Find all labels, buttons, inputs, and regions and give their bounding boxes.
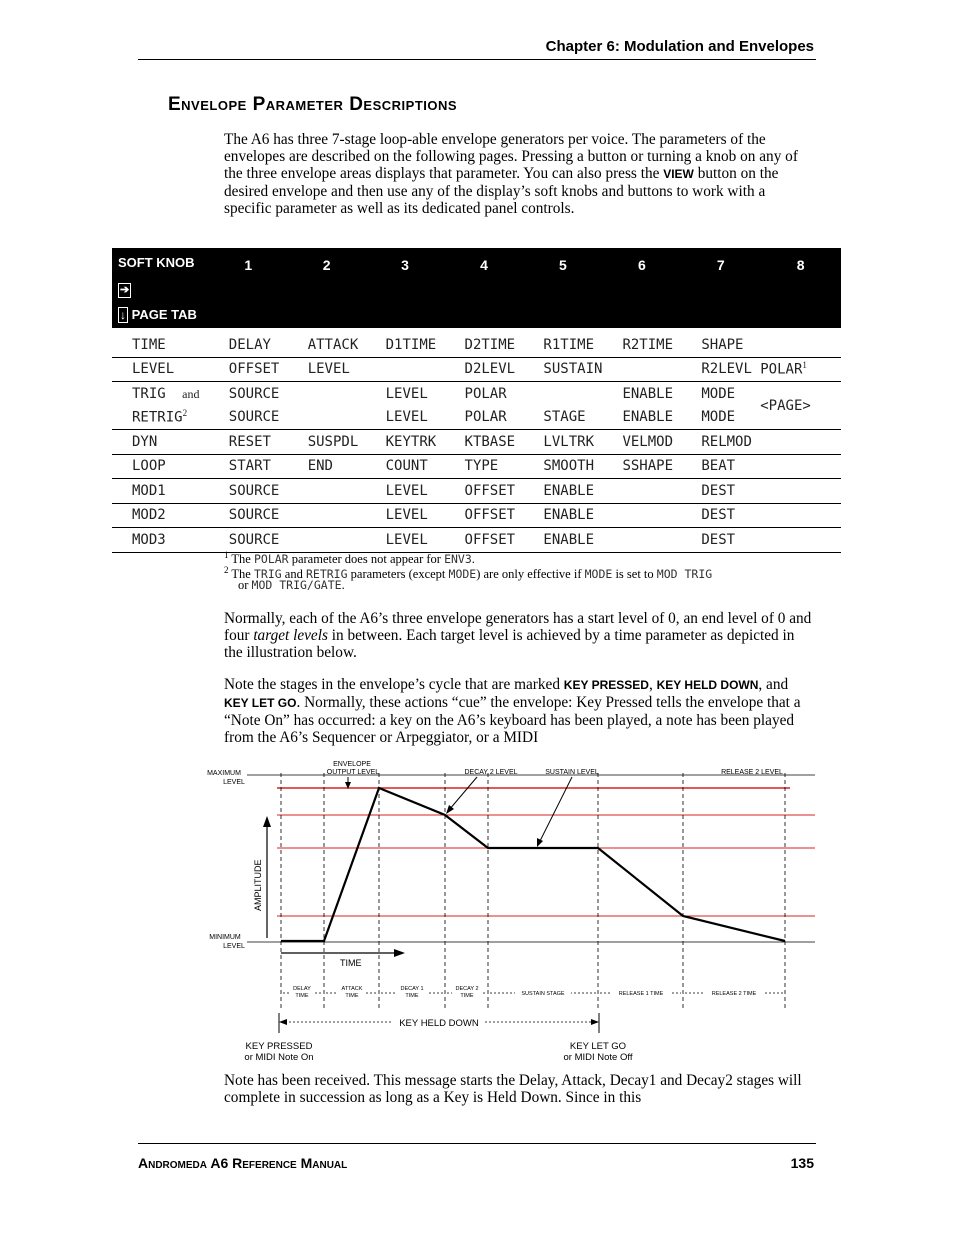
table-cell: DEST bbox=[681, 528, 760, 553]
key-pressed-diagram-label: KEY PRESSED bbox=[245, 1041, 313, 1052]
table-cell bbox=[602, 503, 681, 528]
header-rule bbox=[138, 59, 816, 60]
intro-text-1: The A6 has three 7-stage loop-able envelope generators per voice. The parameters of the envelopes are described on the following pages. Pressing a button or turning a knob on any of the three envelope areas displays that parameter. You can also press the bbox=[224, 131, 798, 182]
table-cell: SMOOTH bbox=[523, 454, 602, 479]
time-label: TIME bbox=[340, 958, 362, 968]
table-cell: R1TIME bbox=[523, 333, 602, 357]
table-row bbox=[112, 406, 841, 430]
table-header-row bbox=[112, 248, 841, 328]
levels-paragraph bbox=[224, 610, 816, 661]
table-row bbox=[112, 503, 841, 528]
footnote-mark: 1 bbox=[224, 550, 229, 560]
table-cell: MODE bbox=[681, 406, 760, 430]
table-cell: SOURCE bbox=[209, 503, 288, 528]
delay-time-label: DELAY bbox=[293, 986, 311, 992]
decay1-time-label: DECAY 1 bbox=[400, 986, 424, 992]
table-cell: LVLTRK bbox=[523, 430, 602, 455]
arrow-right-icon: ➔ bbox=[120, 284, 130, 296]
table-cell: LEVEL bbox=[366, 503, 445, 528]
stage-dividers bbox=[281, 773, 785, 1010]
table-cell bbox=[523, 382, 602, 406]
table-cell: OFFSET bbox=[445, 528, 524, 553]
column-header: 7 bbox=[716, 257, 725, 273]
page-tab-cell: MOD3 bbox=[112, 528, 209, 553]
section-title: Envelope Parameter Descriptions bbox=[168, 94, 458, 115]
footnote-code: MODE bbox=[584, 567, 613, 582]
table-row bbox=[112, 430, 841, 455]
paragraph-text: Normally, each of the A6’s three envelope generators has a start level of 0, an end level of 0 and four bbox=[224, 610, 812, 644]
release2-level-label: RELEASE 2 LEVEL bbox=[721, 769, 783, 776]
table-cell bbox=[602, 528, 681, 553]
table-cell: LEVEL bbox=[366, 479, 445, 504]
footnote-text: and bbox=[281, 567, 306, 582]
table-cell: ENABLE bbox=[523, 528, 602, 553]
table-cell: DEST bbox=[681, 503, 760, 528]
key-let-go-label: KEY LET GO bbox=[224, 696, 297, 710]
table-cell: DELAY bbox=[209, 333, 288, 357]
column-header: 5 bbox=[559, 257, 567, 273]
key-held-down-diagram-label: KEY HELD DOWN bbox=[399, 1018, 479, 1029]
envelope-curve bbox=[281, 788, 785, 941]
paragraph-text: , bbox=[648, 676, 657, 693]
table-cell: SOURCE bbox=[209, 528, 288, 553]
footnote-text: The bbox=[231, 552, 254, 567]
envelope-diagram bbox=[195, 755, 825, 1070]
footnote-code: RETRIG bbox=[305, 567, 348, 582]
table-cell: ATTACK bbox=[288, 333, 366, 357]
soft-knob-label: SOFT KNOB bbox=[118, 255, 195, 270]
env-output-label: OUTPUT LEVEL bbox=[326, 769, 380, 776]
page-tab-cell: LEVEL bbox=[112, 357, 209, 382]
table-cell: <PAGE> bbox=[760, 382, 841, 430]
table-row bbox=[112, 528, 841, 553]
footnote-code: MOD TRIG bbox=[656, 567, 713, 582]
footnote-text: ) are only effective if bbox=[476, 567, 585, 582]
key-pressed-diagram-label: or MIDI Note On bbox=[244, 1052, 314, 1063]
column-header: 2 bbox=[322, 257, 331, 273]
footnote-code: MOD TRIG/GATE bbox=[251, 578, 342, 592]
footnote-code: POLAR bbox=[253, 552, 289, 567]
table-cell: SOURCE bbox=[209, 406, 288, 430]
table-cell: COUNT bbox=[366, 454, 445, 479]
footnote-text: . bbox=[471, 552, 475, 567]
delay-time-label: TIME bbox=[295, 993, 309, 999]
column-header: 8 bbox=[796, 257, 805, 273]
footnote-code: ENV3 bbox=[444, 552, 472, 567]
pointer-arrow-icon bbox=[537, 838, 543, 847]
table-cell: VELMOD bbox=[602, 430, 681, 455]
page-tab-cell: TIME bbox=[112, 333, 209, 357]
page-tab-cell bbox=[112, 382, 209, 406]
min-level-label: LEVEL bbox=[223, 943, 245, 950]
sustain-level-pointer bbox=[539, 777, 572, 843]
table-row bbox=[112, 333, 841, 357]
table-cell: LEVEL bbox=[366, 406, 445, 430]
and-word: and bbox=[182, 386, 200, 401]
table-cell bbox=[760, 479, 841, 504]
table-cell bbox=[760, 528, 841, 553]
table-cell: OFFSET bbox=[445, 503, 524, 528]
paragraph-text: in between. Each target level is achieved by a time parameter as depicted in the illustration below. bbox=[224, 627, 795, 661]
table-cell: POLAR bbox=[445, 406, 524, 430]
footnote-text: or bbox=[238, 578, 252, 592]
decay2-time-label: DECAY 2 bbox=[455, 986, 479, 992]
decay1-time-label: TIME bbox=[405, 993, 419, 999]
paragraph-text: , and bbox=[758, 676, 789, 693]
max-level-label: LEVEL bbox=[223, 779, 245, 786]
footnote-text: parameters (except bbox=[347, 567, 449, 582]
footnote-ref: 1 bbox=[802, 360, 807, 371]
soft-knob-page-tab-header bbox=[112, 248, 209, 328]
table-cell: LEVEL bbox=[288, 357, 366, 382]
table-cell: SHAPE bbox=[681, 333, 760, 357]
key-let-go-diagram-label: KEY LET GO bbox=[569, 1041, 627, 1052]
table-cell bbox=[602, 357, 681, 382]
closing-paragraph: Note has been received. This message starts the Delay, Attack, Decay1 and Decay2 stages will complete in succession as long as a Key is Held Down. Since in this bbox=[224, 1072, 802, 1106]
table-cell: LEVEL bbox=[385, 385, 428, 402]
column-header: 6 bbox=[637, 257, 646, 273]
attack-time-label: TIME bbox=[345, 993, 359, 999]
env-output-label: ENVELOPE bbox=[333, 761, 371, 768]
footnote-text: . bbox=[341, 578, 345, 592]
key-let-go-diagram-label: or MIDI Note Off bbox=[563, 1052, 633, 1063]
page-tab-cell: MOD2 bbox=[112, 503, 209, 528]
table-cell: SUSTAIN bbox=[523, 357, 602, 382]
footnote-2-cont bbox=[238, 578, 345, 593]
decay2-time-label: TIME bbox=[460, 993, 474, 999]
release2-time-label: RELEASE 2 TIME bbox=[711, 991, 757, 997]
table-cell: OFFSET bbox=[209, 357, 288, 382]
column-header: 1 bbox=[244, 257, 253, 273]
table-cell: SOURCE bbox=[209, 479, 288, 504]
pointer-arrow-icon bbox=[446, 805, 454, 814]
envelope-parameter-table bbox=[112, 248, 841, 553]
trig-label: TRIG bbox=[132, 385, 166, 402]
target-level-lines bbox=[277, 788, 815, 916]
table-cell: POLAR bbox=[464, 385, 507, 402]
max-level-label: MAXIMUM bbox=[207, 770, 241, 777]
table-cell: KEYTRK bbox=[366, 430, 445, 455]
table-cell bbox=[602, 479, 681, 504]
amplitude-label: AMPLITUDE bbox=[253, 859, 263, 911]
view-key-label: VIEW bbox=[663, 167, 694, 181]
footer-rule bbox=[138, 1143, 816, 1144]
table-cell: R2LEVL bbox=[681, 357, 760, 382]
table-cell bbox=[760, 357, 841, 382]
paragraph-text: Note the stages in the envelope’s cycle that are marked bbox=[224, 676, 564, 693]
sustain-stage-label: SUSTAIN STAGE bbox=[521, 991, 565, 997]
column-header: 3 bbox=[401, 257, 409, 273]
page-tab-cell: LOOP bbox=[112, 454, 209, 479]
table-cell: R2TIME bbox=[602, 333, 681, 357]
attack-time-label: ATTACK bbox=[341, 986, 363, 992]
table-cell bbox=[760, 333, 841, 357]
table-cell: ENABLE bbox=[622, 385, 674, 402]
footnote-code: TRIG bbox=[253, 567, 282, 582]
table-cell: ENABLE bbox=[523, 479, 602, 504]
table-cell bbox=[760, 454, 841, 479]
intro-text-2: button on the desired envelope and then use any of the display’s soft knobs and buttons to work with a specific parameter as well as its dedicated panel controls. bbox=[224, 165, 779, 217]
amplitude-arrow-icon bbox=[263, 816, 271, 827]
chapter-title: Chapter 6: Modulation and Envelopes bbox=[545, 38, 814, 55]
key-pressed-label: KEY PRESSED bbox=[563, 678, 649, 692]
table-cell bbox=[288, 479, 366, 504]
arrow-down-icon: ↓ bbox=[120, 308, 126, 322]
table-cell: TYPE bbox=[445, 454, 524, 479]
page-tab-cell bbox=[112, 406, 209, 430]
footnote-text: parameter does not appear for bbox=[288, 552, 445, 567]
time-arrow-icon bbox=[394, 949, 405, 957]
table-cell: RELMOD bbox=[681, 430, 760, 455]
table-cell: D2LEVL bbox=[445, 357, 524, 382]
table-row bbox=[112, 382, 841, 406]
table-cell: LEVEL bbox=[366, 528, 445, 553]
table-cell: END bbox=[288, 454, 366, 479]
min-level-label: MINIMUM bbox=[209, 934, 241, 941]
intro-paragraph bbox=[224, 131, 816, 217]
retrig-label: RETRIG bbox=[132, 410, 183, 427]
footnote-text: is set to bbox=[612, 567, 657, 582]
table-cell: KTBASE bbox=[445, 430, 524, 455]
footnote-code: MODE bbox=[448, 567, 477, 582]
page-tab-cell: DYN bbox=[112, 430, 209, 455]
table-row bbox=[112, 454, 841, 479]
span-arrow-left-icon bbox=[279, 1019, 287, 1025]
table-cell: D1TIME bbox=[366, 333, 445, 357]
table-cell bbox=[366, 357, 445, 382]
column-header: 4 bbox=[480, 257, 488, 273]
table-row bbox=[112, 479, 841, 504]
release1-time-label: RELEASE 1 TIME bbox=[618, 991, 664, 997]
decay2-level-pointer bbox=[449, 777, 477, 810]
sustain-level-label: SUSTAIN LEVEL bbox=[545, 769, 599, 776]
page-tab-label: PAGE TAB bbox=[131, 307, 197, 322]
paragraph-text: . Normally, these actions “cue” the envelope: Key Pressed tells the envelope that a “Note On” has occurred: a key on the A6’s keyboard has been played, a note has been played from the A6’s Sequencer or Arpeggiator, or a MIDI bbox=[224, 694, 801, 746]
span-arrow-right-icon bbox=[591, 1019, 599, 1025]
key-held-down-label: KEY HELD DOWN bbox=[656, 678, 759, 692]
table-cell: BEAT bbox=[681, 454, 760, 479]
table-cell: OFFSET bbox=[445, 479, 524, 504]
table-cell: STAGE bbox=[523, 406, 602, 430]
table-cell: ENABLE bbox=[523, 503, 602, 528]
table-cell: SOURCE bbox=[228, 385, 280, 402]
footnote-text: The bbox=[231, 567, 254, 582]
footnote-ref: 2 bbox=[182, 408, 188, 419]
table-cell: MODE bbox=[701, 385, 736, 402]
page-number: 135 bbox=[790, 1155, 814, 1171]
table-cell: D2TIME bbox=[445, 333, 524, 357]
table-cell: SSHAPE bbox=[602, 454, 681, 479]
table-cell bbox=[288, 406, 366, 430]
polar-cell: POLAR bbox=[760, 362, 803, 379]
table-row bbox=[112, 357, 841, 382]
emphasis-text: target levels bbox=[253, 627, 328, 644]
table-cell: RESET bbox=[209, 430, 288, 455]
table-cell: ENABLE bbox=[602, 406, 681, 430]
page-tab-cell: MOD1 bbox=[112, 479, 209, 504]
table-cell bbox=[288, 382, 366, 406]
stages-paragraph bbox=[224, 676, 816, 746]
table-cell bbox=[760, 503, 841, 528]
table-cell: START bbox=[209, 454, 288, 479]
footnote-mark: 2 bbox=[224, 565, 229, 575]
table-cell: DEST bbox=[681, 479, 760, 504]
decay2-level-label: DECAY 2 LEVEL bbox=[464, 769, 518, 776]
table-cell bbox=[760, 430, 841, 455]
footer-title: Andromeda A6 Reference Manual bbox=[138, 1155, 348, 1171]
table-cell: SUSPDL bbox=[288, 430, 366, 455]
table-cell bbox=[288, 503, 366, 528]
